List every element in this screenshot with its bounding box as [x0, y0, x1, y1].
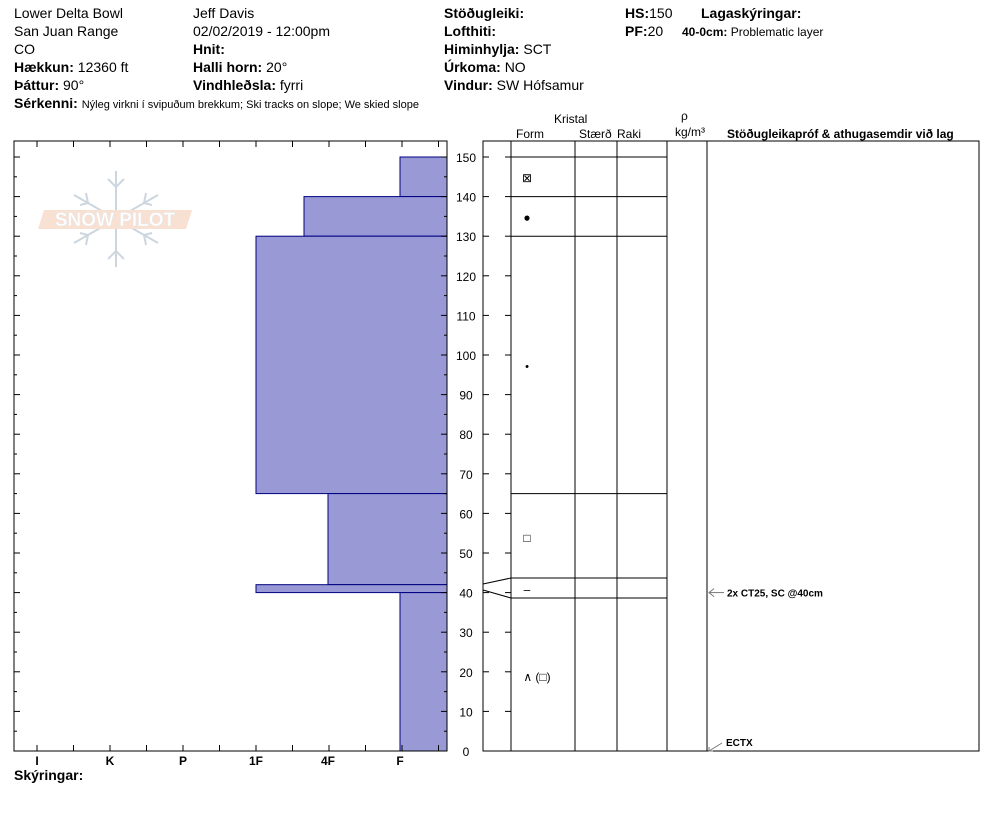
depth-label-50: 50 [459, 547, 473, 561]
aspect-value: 90° [63, 77, 85, 93]
depth-label-90: 90 [459, 388, 473, 403]
wind-label: Vindur: [444, 77, 493, 93]
depth-label-60: 60 [459, 507, 473, 522]
hardness-layers [256, 157, 447, 751]
slope-label: Halli horn: [193, 59, 263, 75]
depth-label-130: 130 [455, 230, 477, 245]
depth-label-80: 80 [459, 428, 473, 443]
features-value: Nýleg virkni í svipuðum brekkum; Ski tracks on slope; We skied slope [81, 99, 419, 111]
depth-label-120: 120 [455, 269, 477, 284]
hardness-layer-3 [328, 494, 447, 585]
hardness-label-i: I [35, 754, 39, 768]
hs-value: 150 [649, 5, 673, 21]
depth-axis-labels [456, 151, 476, 759]
stability-tests [709, 589, 823, 751]
hardness-label-p: P [178, 754, 188, 768]
sky-label: Himinhylja: [444, 41, 520, 57]
wind-loading-label: Vindhleðsla: [193, 77, 276, 93]
depth-label-140: 140 [455, 190, 477, 205]
depth-label-10: 10 [459, 705, 473, 720]
range: San Juan Range [14, 23, 119, 39]
hardness-layer-4 [256, 585, 447, 593]
features-label: Sérkenni: [14, 95, 78, 111]
hardness-layer-1 [304, 197, 447, 237]
aspect-label: Þáttur: [14, 77, 60, 93]
depth-label-100: 100 [455, 349, 477, 363]
layer-note-text: Problematic layer [730, 25, 824, 39]
hardness-layer-5 [400, 593, 447, 751]
datetime: 02/02/2019 - 12:00pm [193, 23, 330, 39]
depth-label-110: 110 [456, 309, 476, 324]
grain-form-symbol-2: • [525, 360, 529, 373]
snowpilot-logo [38, 171, 192, 267]
tests-header: Stöðugleikapróf & athugasemdir við lag [727, 127, 954, 141]
detail-frame [483, 141, 979, 751]
elevation-value: 12360 ft [77, 59, 129, 75]
depth-label-70: 70 [459, 467, 473, 482]
hs-label: HS: [625, 5, 650, 21]
density-unit: kg/m³ [675, 125, 705, 139]
grain-form-symbol-3: □ [523, 531, 531, 546]
layer-connector-bottom [483, 590, 511, 598]
elevation-label: Hækkun: [14, 59, 74, 75]
hardness-label-1f: 1F [248, 754, 264, 768]
test-label-1: ECTX [726, 738, 753, 749]
layer-note-depth: 40-0cm: [682, 25, 728, 39]
hardness-layer-2 [256, 236, 447, 493]
chart-frames [14, 141, 979, 751]
test-arrow-line-1 [709, 743, 722, 751]
depth-label-0: 0 [462, 745, 470, 759]
wind-loading-value: fyrri [279, 77, 304, 93]
hardness-label-f: F [396, 754, 404, 768]
depth-label-40: 40 [459, 586, 473, 601]
hardness-axis-labels [35, 754, 403, 768]
coords-label: Hnit: [193, 41, 225, 57]
precip-value: NO [504, 59, 526, 75]
wind-value: SW Hófsamur [496, 77, 584, 93]
pf-value: 20 [647, 23, 664, 39]
rho-header: ρ [681, 109, 688, 123]
hardness-layer-0 [400, 157, 447, 197]
hardness-label-4f: 4F [320, 754, 336, 768]
legend-label: Skýringar: [14, 767, 84, 783]
pf-label: PF: [625, 23, 648, 39]
air-temp-label: Lofthiti: [444, 23, 497, 39]
slope-value: 20° [266, 59, 288, 75]
grain-form-symbol-4: – [523, 582, 531, 597]
stability-label: Stöðugleiki: [444, 5, 525, 21]
grain-form-symbol-5: ∧ (□) [523, 669, 551, 684]
grain-form-symbol-1: ● [523, 210, 531, 225]
test-label-0: 2x CT25, SC @40cm [727, 588, 823, 600]
layer-connector-top [483, 578, 511, 584]
crystal-header: Kristal [554, 112, 588, 126]
size-header: Stærð [579, 127, 612, 141]
depth-label-30: 30 [459, 626, 473, 641]
sky-value: SCT [523, 41, 552, 57]
grain-column [522, 171, 551, 684]
layer-notes-label: Lagaskýringar: [701, 5, 802, 21]
precip-label: Úrkoma: [444, 59, 501, 75]
form-header: Form [516, 127, 544, 141]
observer: Jeff Davis [193, 5, 255, 21]
hardness-label-k: K [105, 754, 115, 768]
depth-label-150: 150 [455, 151, 477, 165]
location: Lower Delta Bowl [14, 5, 123, 21]
grain-form-symbol-0: ⊠ [521, 170, 533, 185]
state: CO [14, 41, 35, 57]
logo-text: SNOW PILOT [54, 210, 176, 231]
moisture-header: Raki [617, 127, 642, 141]
depth-label-20: 20 [459, 665, 473, 680]
